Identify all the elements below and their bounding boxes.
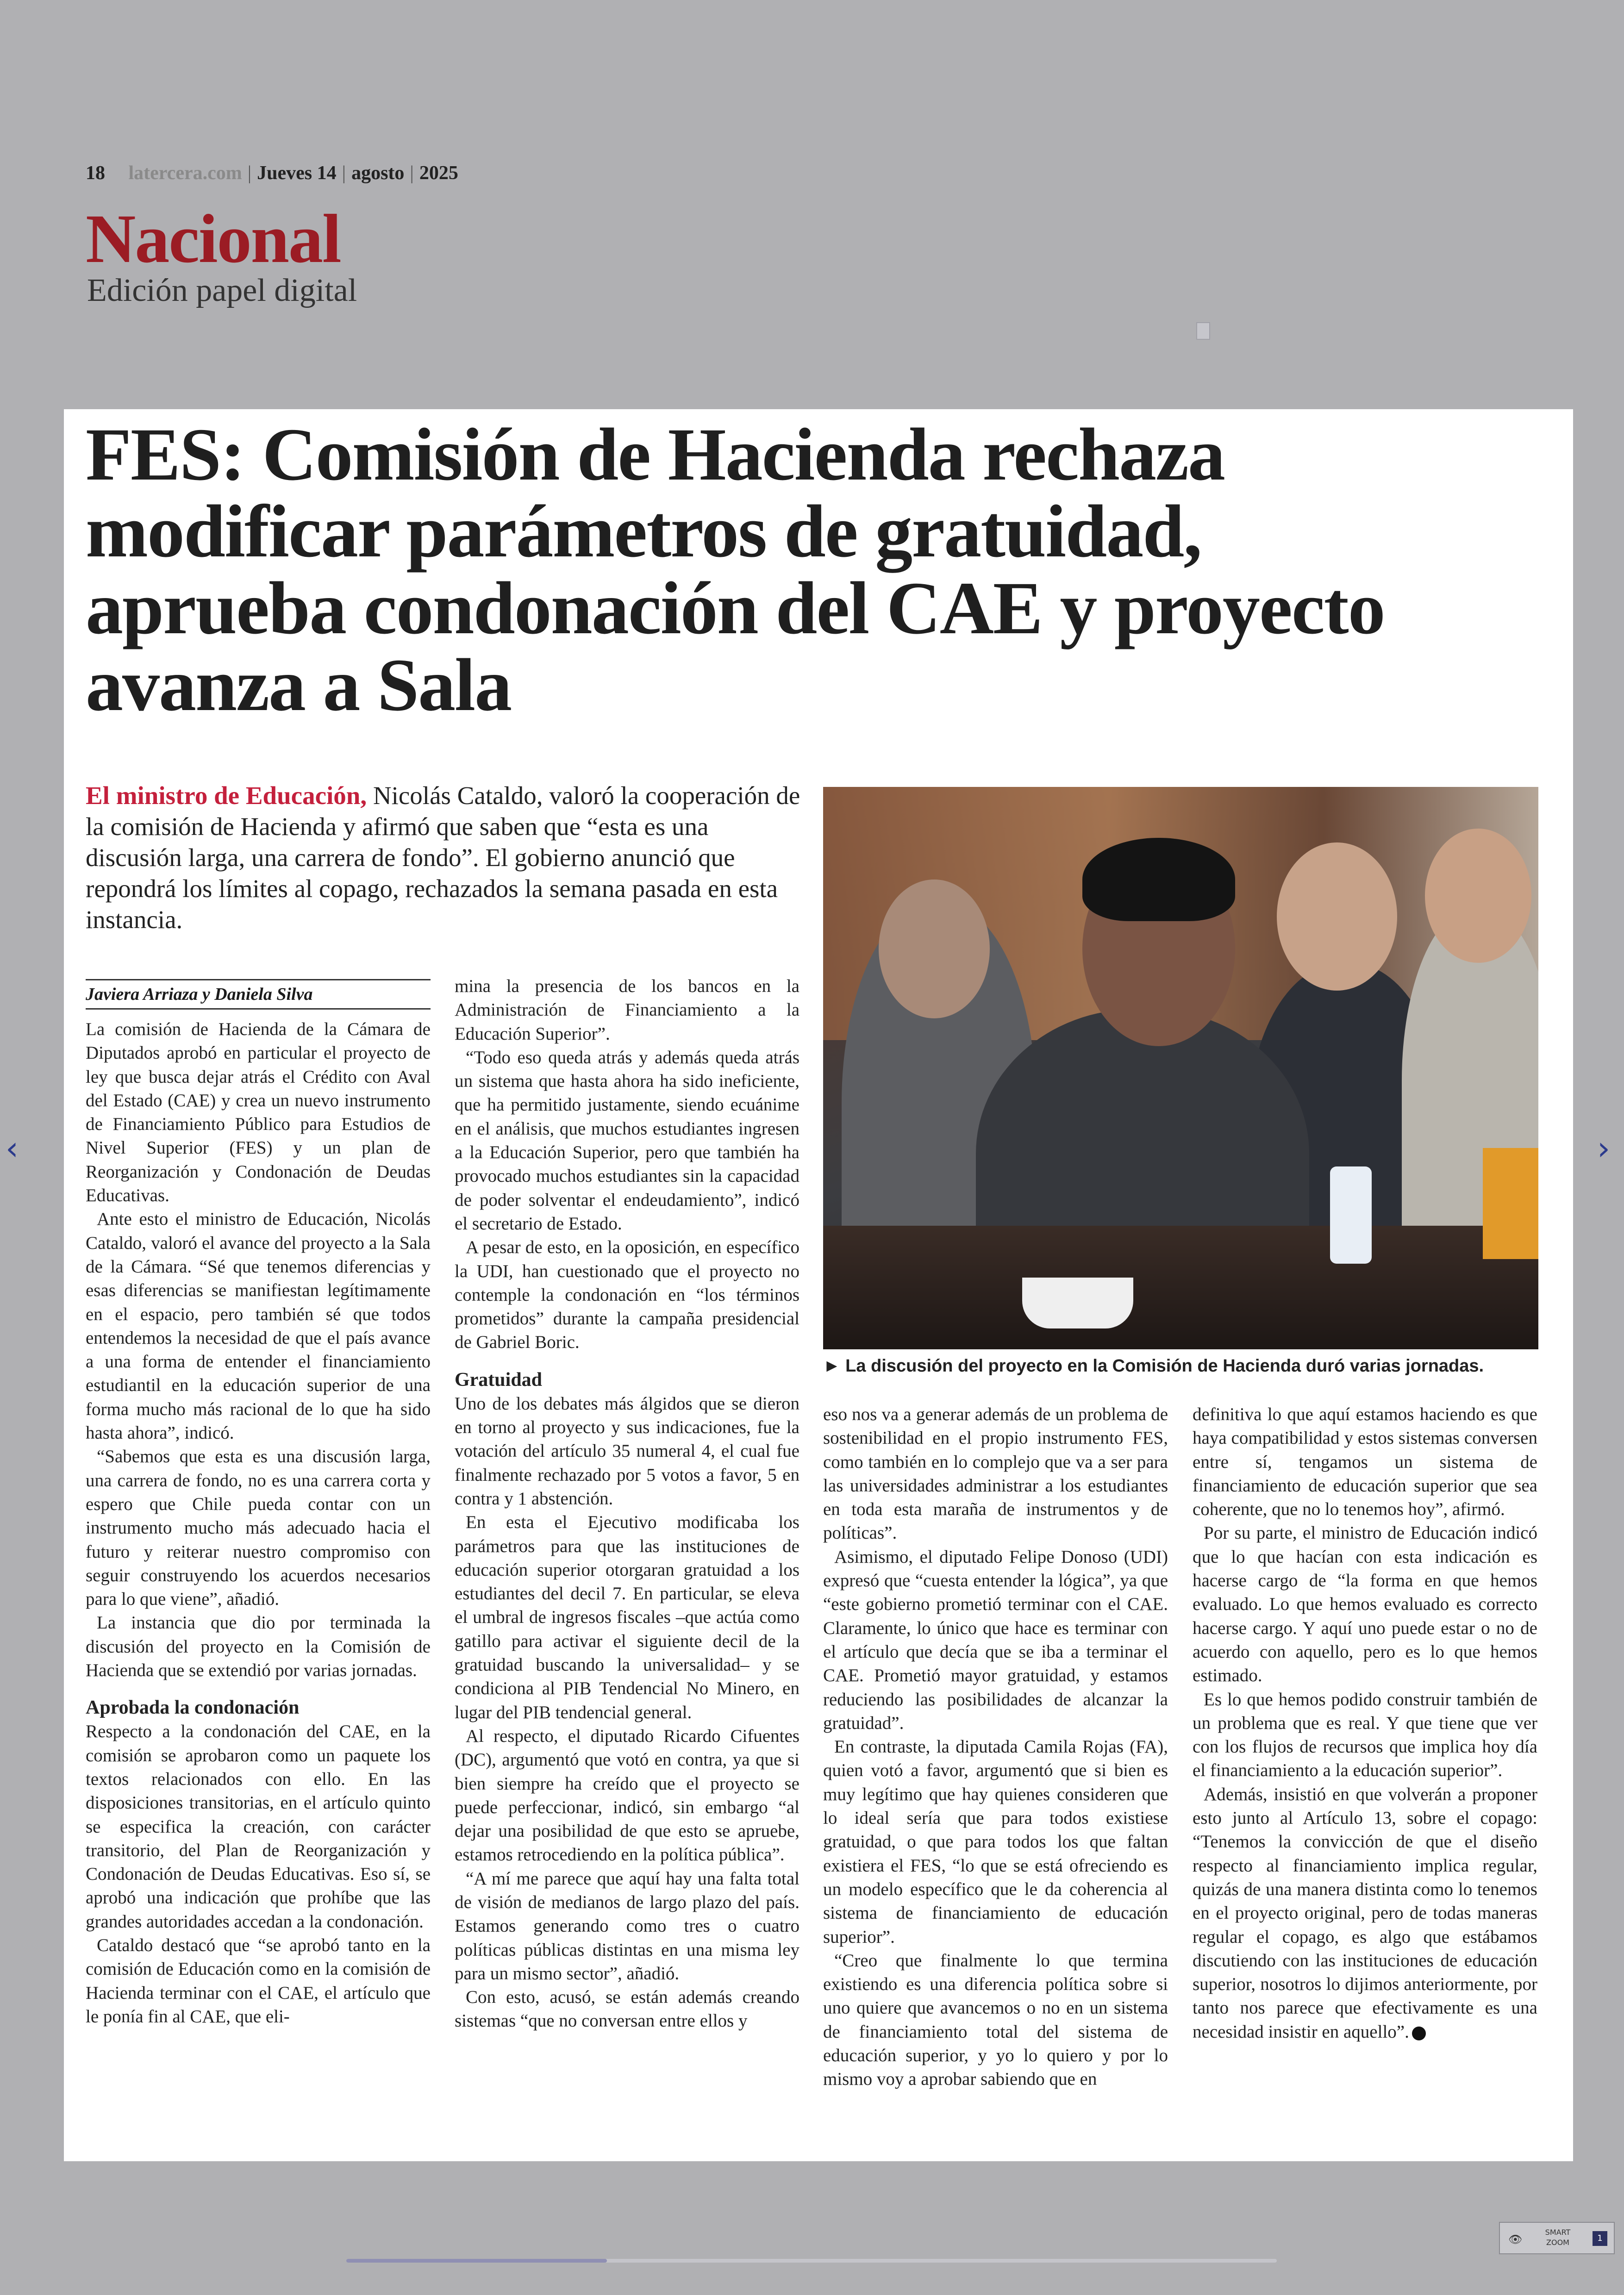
smart-zoom-page: 1	[1593, 2231, 1607, 2246]
paragraph: La instancia que dio por terminada la discusión del proyecto en la Comisión de Hacienda que se extendió por varias jornadas.	[86, 1613, 431, 1681]
site-name: latercera.com	[128, 162, 242, 184]
eye-icon: 👁	[1508, 2233, 1523, 2246]
article-lead	[86, 780, 808, 935]
bookmark-marker[interactable]	[1196, 322, 1210, 340]
paragraph: Es lo que hemos podido construir también de un problema que es real. Y que tiene que ver con los flujos de recursos que implica hoy día el financiamiento a la educación superior”.	[1193, 1689, 1537, 1781]
paragraph: Ante esto el ministro de Educación, Nicolás Cataldo, valoró el avance del proyecto a la Sala de la Cámara. “Sé que tenemos diferencias y esas diferencias se manifiestan legítimamente en el espacio, pero también sé que todos entendemos la necesidad de que el país avance a una forma de entender el financiamiento estudiantil en la educación superior de una forma mucho más racional de lo que ha sido hasta ahora”, indicó.	[86, 1209, 431, 1443]
paragraph: Con esto, acusó, se están además creando sistemas “que no conversan entre ellos y	[455, 1987, 800, 2031]
edition-label: Edición papel digital	[87, 273, 357, 308]
date-year: 2025	[419, 162, 458, 184]
paragraph: “Todo eso queda atrás y además queda atrás un sistema que hasta ahora ha sido ineficiente, que ha permitido justamente, siendo ecuánime en el análisis, que muchos estudiantes ingresen a la Educación Superior, pero que también ha provocado muchos estudiantes sin la capacidad de poder solventar el endeudamiento”, indicó el secretario de Estado.	[455, 1047, 800, 1234]
paragraph: La comisión de Hacienda de la Cámara de Diputados aprobó en particular el proyecto de ley que busca dejar atrás el Crédito con Aval del Estado (CAE) y crea un nuevo instrumento de Financiamiento Público para Estudios de Nivel Superior (FES) y un plan de Reorganización y Condonación de Deudas Educativas.	[86, 1019, 431, 1206]
article-column-4	[1193, 1403, 1537, 2044]
smart-zoom-label: SMART ZOOM	[1545, 2228, 1571, 2247]
photo-caption: ► La discusión del proyecto en la Comisión de Hacienda duró varias jornadas.	[823, 1356, 1484, 1376]
paragraph: Por su parte, el ministro de Educación indicó que lo que hacían con esta indicación es hacerse cargo de “la forma en que hemos evaluado. Lo que hemos evaluado es correcto hacerse cargo. Y aquí uno puede estar o no de acuerdo con aquello, pero es lo que hemos estimado.	[1193, 1523, 1537, 1686]
page-progress-fill	[346, 2259, 607, 2263]
paragraph: mina la presencia de los bancos en la Administración de Financiamiento a la Educación Superior”.	[455, 976, 800, 1044]
article-column-2	[455, 974, 800, 2033]
smart-zoom-button[interactable]	[1499, 2222, 1615, 2254]
paragraph-text: Además, insistió en que volverán a proponer esto junto al Artículo 13, sobre el copago: “Tenemos la convicción de que el diseño respecto al financiamiento implica regular, quizás de una manera distinta como lo tenemos en el proyecto original, pero de todas maneras regular el copago, es algo que estábamos discutiendo con las instituciones de educación superior, nosotros lo dijimos anteriormente, por tanto nos parece que efectivamente es una necesidad insistir en aquello”.	[1193, 1784, 1537, 2042]
paragraph: Respecto a la condonación del CAE, en la comisión se aprobaron como un paquete los textos relacionados con ello. En las disposiciones transitorias, en el artículo quinto se especifica la creación, con carácter transitorio, del Plan de Reorganización y Condonación de Deudas Educativas. Eso sí, se aprobó una indicación que prohíbe que las grandes autoridades accedan a la condonación.	[86, 1721, 431, 1932]
paragraph: “Creo que finalmente lo que termina existiendo es una diferencia política sobre si uno quiere que avancemos o no en un sistema de financiamiento total del sistema de educación superior, y yo lo quiero y por lo mismo voy a aprobar sabiendo que en	[823, 1950, 1168, 2089]
paragraph: Cataldo destacó que “se aprobó tanto en la comisión de Educación como en la comisión de Hacienda terminar con el CAE, el artículo que le ponía fin al CAE, que eli-	[86, 1935, 431, 2027]
prev-page-button[interactable]: ‹	[6, 1129, 19, 1167]
subheading: Aprobada la condonación	[86, 1697, 300, 1719]
date-month: agosto	[351, 162, 405, 184]
next-page-button[interactable]: ›	[1597, 1129, 1610, 1167]
paragraph: En esta el Ejecutivo modificaba los parámetros para que las instituciones de educación superior otorgaran gratuidad a los estudiantes del decil 7. En particular, se eleva el umbral de ingresos fiscales –que actúa como gatillo para activar el siguiente decil de la gratuidad buscando la universalidad– y se condiciona al PIB Tendencial No Minero, en lugar del PIB tendencial general.	[455, 1512, 800, 1722]
lead-kicker: El ministro de Educación,	[86, 781, 367, 810]
lead-text: Nicolás Cataldo, valoró la cooperación de la comisión de Hacienda y afirmó que saben que “esta es una discusión larga, una carrera de fondo”. El gobierno anunció que repondrá los límites al copago, rechazados la semana pasada en esta instancia.	[86, 781, 800, 934]
article-headline: FES: Comisión de Hacienda rechaza modificar parámetros de gratuidad, aprueba condonación del CAE y proyecto avanza a Sala	[86, 413, 1385, 727]
page-number: 18	[86, 162, 105, 184]
paragraph: eso nos va a generar además de un problema de sostenibilidad en el propio instrumento FES, como también en lo complejo que va a ser para las universidades administrar a los estudiantes en toda esta maraña de instrumentos y de políticas”.	[823, 1404, 1168, 1543]
paragraph: definitiva lo que aquí estamos haciendo es que haya compatibilidad y estos sistemas conversen entre sí, tengamos un sistema de financiamiento de educación superior que sea coherente, que no lo tenemos hoy”, afirmó.	[1193, 1404, 1537, 1520]
date-day: Jueves 14	[257, 162, 337, 184]
paragraph: “Sabemos que esta es una discusión larga, una carrera de fondo, no es una carrera corta y espero que Chile pueda contar con un instrumento mucho más adecuado hacia el futuro y reiterar nuestro compromiso con seguir construyendo los acuerdos necesarios para lo que viene”, añadió.	[86, 1447, 431, 1609]
article-column-1	[86, 1017, 431, 2028]
paragraph: Asimismo, el diputado Felipe Donoso (UDI) expresó que “cuesta entender la lógica”, ya que “este gobierno prometió terminar con el CAE. Claramente, lo único que hace es terminar con el artículo que decía que se iba a terminar el CAE. Prometió mayor gratuidad, y estamos reduciendo las posibilidades de alcanzar la gratuidad”.	[823, 1547, 1168, 1733]
subheading: Gratuidad	[455, 1369, 543, 1391]
byline: Javiera Arriaza y Daniela Silva	[86, 979, 431, 1010]
section-title: Nacional	[86, 200, 341, 277]
article-photo	[823, 787, 1538, 1349]
article-column-3	[823, 1403, 1168, 2091]
paragraph	[1193, 1783, 1537, 2044]
paragraph: Uno de los debates más álgidos que se dieron en torno al proyecto y sus indicaciones, fue la votación del artículo 35 numeral 4, el cual fue finalmente rechazado por 5 votos a favor, 5 en contra y 1 abstención.	[455, 1393, 800, 1509]
paragraph: A pesar de esto, en la oposición, en específico la UDI, han cuestionado que el proyecto no contemple la condonación en “los términos prometidos” durante la campaña presidencial de Gabriel Boric.	[455, 1237, 800, 1353]
paragraph: En contraste, la diputada Camila Rojas (FA), quien votó a favor, argumentó que si bien es muy legítimo que hay quienes consideren que lo ideal sería que para todos existiese gratuidad, o que para todos los que faltan existiera el FES, “lo que se está ofreciendo es un modelo específico que le da coherencia al sistema de financiamiento de educación superior”.	[823, 1737, 1168, 1947]
end-mark-icon	[1412, 2027, 1426, 2040]
paragraph: “A mí me parece que aquí hay una falta total de visión de medianos de largo plazo del país. Estamos generando como tres o cuatro políticas públicas distintas en una misma ley para un mismo sector”, añadió.	[455, 1868, 800, 1983]
masthead-line: 18 latercera.com | Jueves 14 | agosto | 2025	[86, 162, 458, 184]
paragraph: Al respecto, el diputado Ricardo Cifuentes (DC), argumentó que votó en contra, ya que si bien siempre ha creído que el proyecto se puede perfeccionar, indicó, sin embargo “al dejar una posibilidad de que esto se apruebe, estamos retrocediendo en la política pública”.	[455, 1726, 800, 1865]
page-progress-bar[interactable]	[346, 2259, 1277, 2263]
